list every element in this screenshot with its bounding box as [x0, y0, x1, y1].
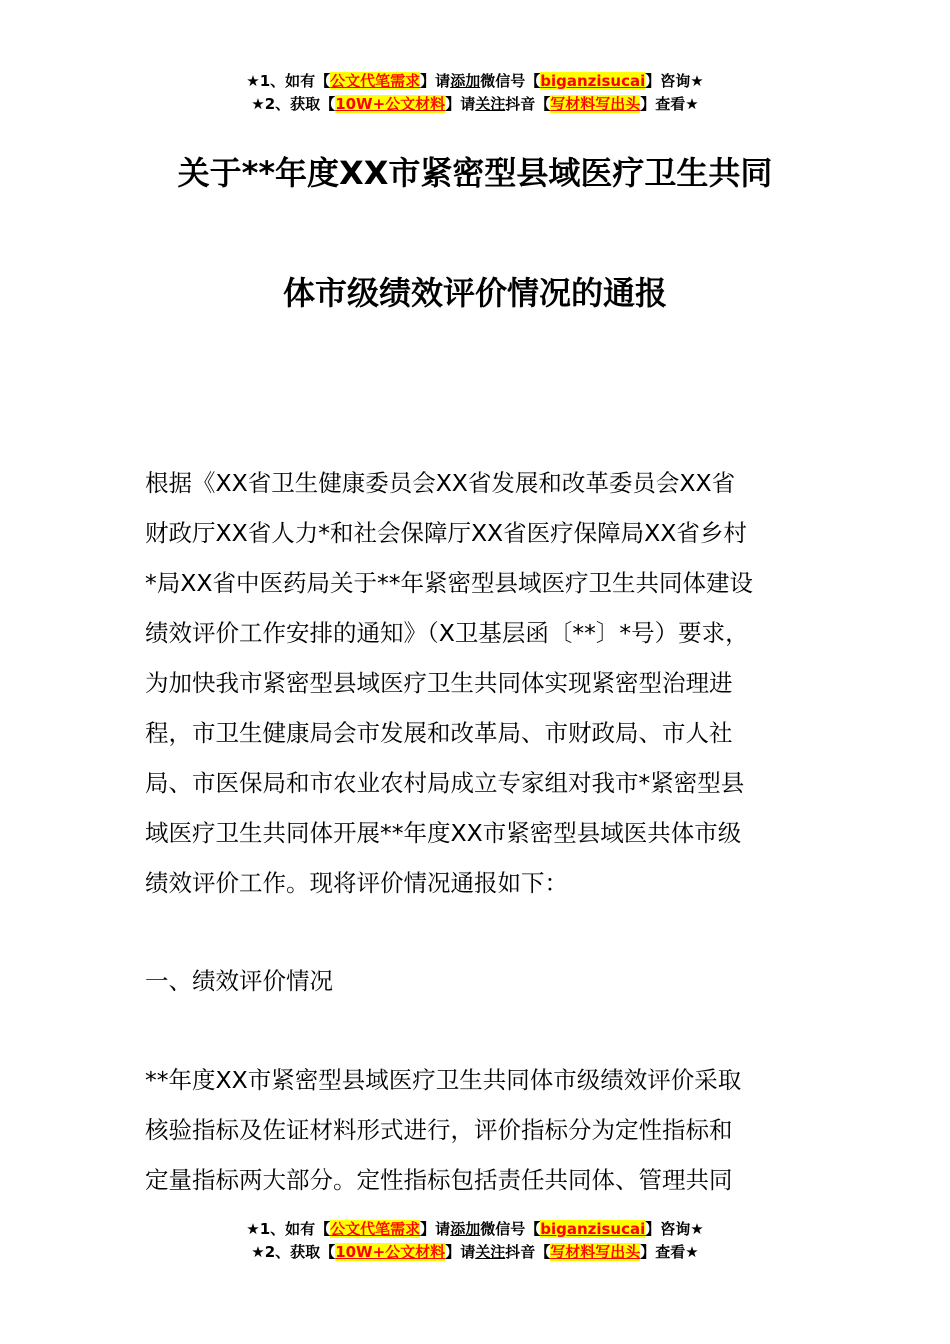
banner-text: ★1、如有【	[246, 72, 331, 90]
paragraph-evaluation	[145, 1055, 825, 1205]
banner-highlight-materials: 10W+公文材料	[335, 95, 446, 113]
banner-highlight-service: 公文代笔需求	[330, 1220, 421, 1238]
banner-text: ★2、获取【	[251, 1243, 336, 1261]
banner-highlight-wechat: biganzisucai	[540, 72, 646, 90]
banner-line-1	[0, 70, 950, 93]
paragraph-line: 财政厅XX省人力*和社会保障厅XX省医疗保障局XX省乡村	[145, 519, 747, 547]
paragraph-line: 核验指标及佐证材料形式进行，评价指标分为定性指标和	[145, 1116, 733, 1144]
banner-text: 抖音【	[505, 1243, 551, 1261]
banner-emphasis: 关注	[475, 95, 506, 113]
banner-highlight-materials: 10W+公文材料	[335, 1243, 446, 1261]
banner-highlight-douyin: 写材料写出头	[550, 1243, 641, 1261]
banner-text: 】请	[420, 1220, 451, 1238]
banner-text: 】咨询★	[645, 1220, 704, 1238]
banner-text: 微信号【	[480, 1220, 541, 1238]
banner-line-1	[0, 1218, 950, 1241]
banner-text: 】查看★	[640, 95, 699, 113]
banner-line-2	[0, 1241, 950, 1264]
banner-text: 抖音【	[505, 95, 551, 113]
document-title-line-1: 关于**年度XX市紧密型县域医疗卫生共同	[177, 154, 773, 192]
document-title-line-2: 体市级绩效评价情况的通报	[282, 274, 667, 312]
banner-text: ★2、获取【	[251, 95, 336, 113]
paragraph-line: 定量指标两大部分。定性指标包括责任共同体、管理共同	[145, 1166, 733, 1194]
banner-highlight-douyin: 写材料写出头	[550, 95, 641, 113]
paragraph-intro	[145, 458, 825, 908]
paragraph-line: 绩效评价工作安排的通知》（X卫基层函〔**〕*号）要求，	[145, 619, 749, 647]
banner-text: 】查看★	[640, 1243, 699, 1261]
paragraph-line: 绩效评价工作。现将评价情况通报如下：	[145, 869, 568, 897]
banner-line-2	[0, 93, 950, 116]
paragraph-line: 程，市卫生健康局会市发展和改革局、市财政局、市人社	[145, 719, 733, 747]
banner-text: 】请	[420, 72, 451, 90]
banner-emphasis: 添加	[450, 72, 481, 90]
banner-text: 】请	[445, 1243, 476, 1261]
paragraph-line: *局XX省中医药局关于**年紧密型县域医疗卫生共同体建设	[145, 569, 753, 597]
banner-text: 微信号【	[480, 72, 541, 90]
banner-highlight-wechat: biganzisucai	[540, 1220, 646, 1238]
section-heading-text: 一、绩效评价情况	[145, 967, 333, 995]
banner-text: 】请	[445, 95, 476, 113]
paragraph-line: 局、市医保局和市农业农村局成立专家组对我市*紧密型县	[145, 769, 745, 797]
section-heading-1	[145, 956, 825, 1006]
banner-highlight-service: 公文代笔需求	[330, 72, 421, 90]
paragraph-line: 域医疗卫生共同体开展**年度XX市紧密型县域医共体市级	[145, 819, 742, 847]
banner-text: 】咨询★	[645, 72, 704, 90]
paragraph-line: 根据《XX省卫生健康委员会XX省发展和改革委员会XX省	[145, 469, 736, 497]
banner-emphasis: 添加	[450, 1220, 481, 1238]
banner-emphasis: 关注	[475, 1243, 506, 1261]
footer-banner	[0, 1218, 950, 1264]
paragraph-line: 为加快我市紧密型县域医疗卫生共同体实现紧密型治理进	[145, 669, 733, 697]
header-banner	[0, 70, 950, 116]
banner-text: ★1、如有【	[246, 1220, 331, 1238]
paragraph-line: **年度XX市紧密型县域医疗卫生共同体市级绩效评价采取	[145, 1066, 742, 1094]
